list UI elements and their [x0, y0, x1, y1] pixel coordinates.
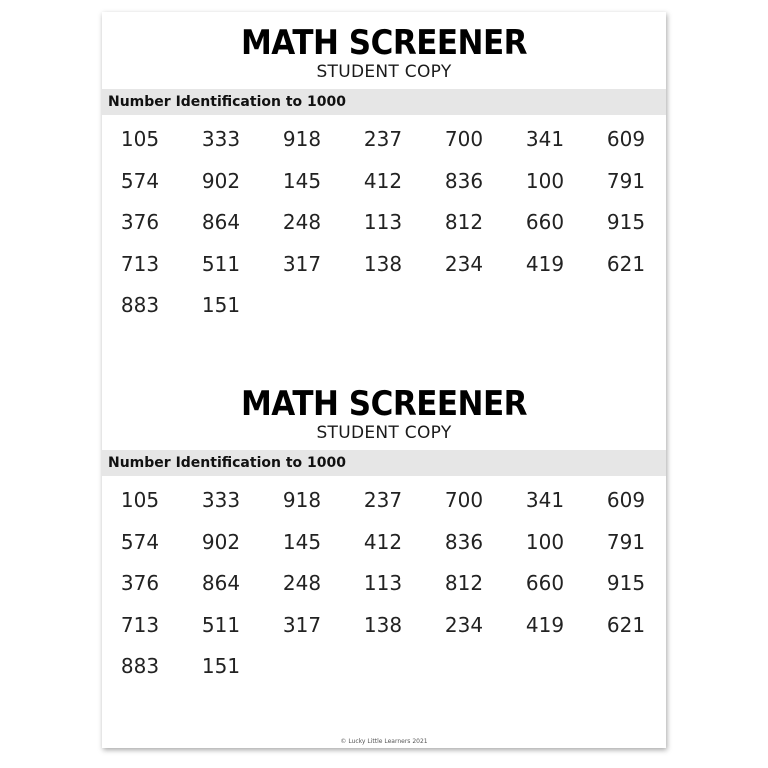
number-item: 864	[201, 571, 241, 595]
copyright-footer: © Lucky Little Learners 2021	[340, 738, 428, 745]
section-subtitle: STUDENT COPY	[316, 62, 452, 82]
number-item: 609	[606, 488, 646, 512]
number-grid	[102, 123, 666, 333]
number-item: 341	[525, 488, 565, 512]
number-item: 574	[120, 529, 160, 554]
number-item: 812	[444, 210, 484, 234]
section-title: MATH SCREENER	[240, 23, 528, 63]
number-item: 609	[606, 127, 646, 151]
number-item: 113	[363, 571, 403, 595]
number-item: 713	[120, 251, 160, 276]
number-item: 376	[120, 571, 160, 595]
number-item: 333	[201, 127, 241, 151]
number-item: 915	[606, 571, 646, 595]
number-item: 918	[282, 488, 322, 512]
number-item: 621	[606, 251, 646, 276]
number-item: 883	[120, 293, 160, 317]
number-item: 151	[201, 654, 241, 678]
number-item: 151	[201, 293, 241, 317]
section-band-label: Number Identification to 1000	[102, 89, 666, 115]
number-item: 234	[444, 251, 484, 276]
number-item: 341	[525, 127, 565, 151]
number-item: 700	[444, 127, 484, 151]
number-item: 511	[201, 251, 241, 276]
number-item: 237	[363, 127, 403, 151]
number-item: 836	[444, 529, 484, 554]
number-item: 419	[525, 251, 565, 276]
number-grid	[102, 484, 666, 694]
number-item: 113	[363, 210, 403, 234]
number-item: 574	[120, 168, 160, 193]
number-item: 100	[525, 529, 565, 554]
number-item: 700	[444, 488, 484, 512]
number-item: 812	[444, 571, 484, 595]
number-item: 791	[606, 529, 646, 554]
number-item: 145	[282, 168, 322, 193]
number-item: 317	[282, 612, 322, 637]
number-item: 376	[120, 210, 160, 234]
screener-section-2	[102, 384, 666, 694]
number-item: 836	[444, 168, 484, 193]
number-item: 333	[201, 488, 241, 512]
number-item: 883	[120, 654, 160, 678]
number-item: 248	[282, 571, 322, 595]
number-item: 419	[525, 612, 565, 637]
number-item: 660	[525, 210, 565, 234]
number-item: 412	[363, 168, 403, 193]
number-item: 864	[201, 210, 241, 234]
worksheet-page	[102, 12, 666, 748]
number-item: 138	[363, 251, 403, 276]
section-band-label: Number Identification to 1000	[102, 450, 666, 476]
number-item: 713	[120, 612, 160, 637]
number-item: 105	[120, 488, 160, 512]
number-item: 412	[363, 529, 403, 554]
number-item: 145	[282, 529, 322, 554]
number-item: 234	[444, 612, 484, 637]
number-item: 791	[606, 168, 646, 193]
number-item: 138	[363, 612, 403, 637]
screener-section-1	[102, 23, 666, 333]
number-item: 237	[363, 488, 403, 512]
number-item: 915	[606, 210, 646, 234]
number-item: 248	[282, 210, 322, 234]
number-item: 660	[525, 571, 565, 595]
number-item: 511	[201, 612, 241, 637]
number-item: 105	[120, 127, 160, 151]
section-title: MATH SCREENER	[240, 384, 528, 424]
number-item: 621	[606, 612, 646, 637]
section-subtitle: STUDENT COPY	[316, 423, 452, 443]
number-item: 100	[525, 168, 565, 193]
number-item: 918	[282, 127, 322, 151]
number-item: 902	[201, 529, 241, 554]
number-item: 317	[282, 251, 322, 276]
number-item: 902	[201, 168, 241, 193]
